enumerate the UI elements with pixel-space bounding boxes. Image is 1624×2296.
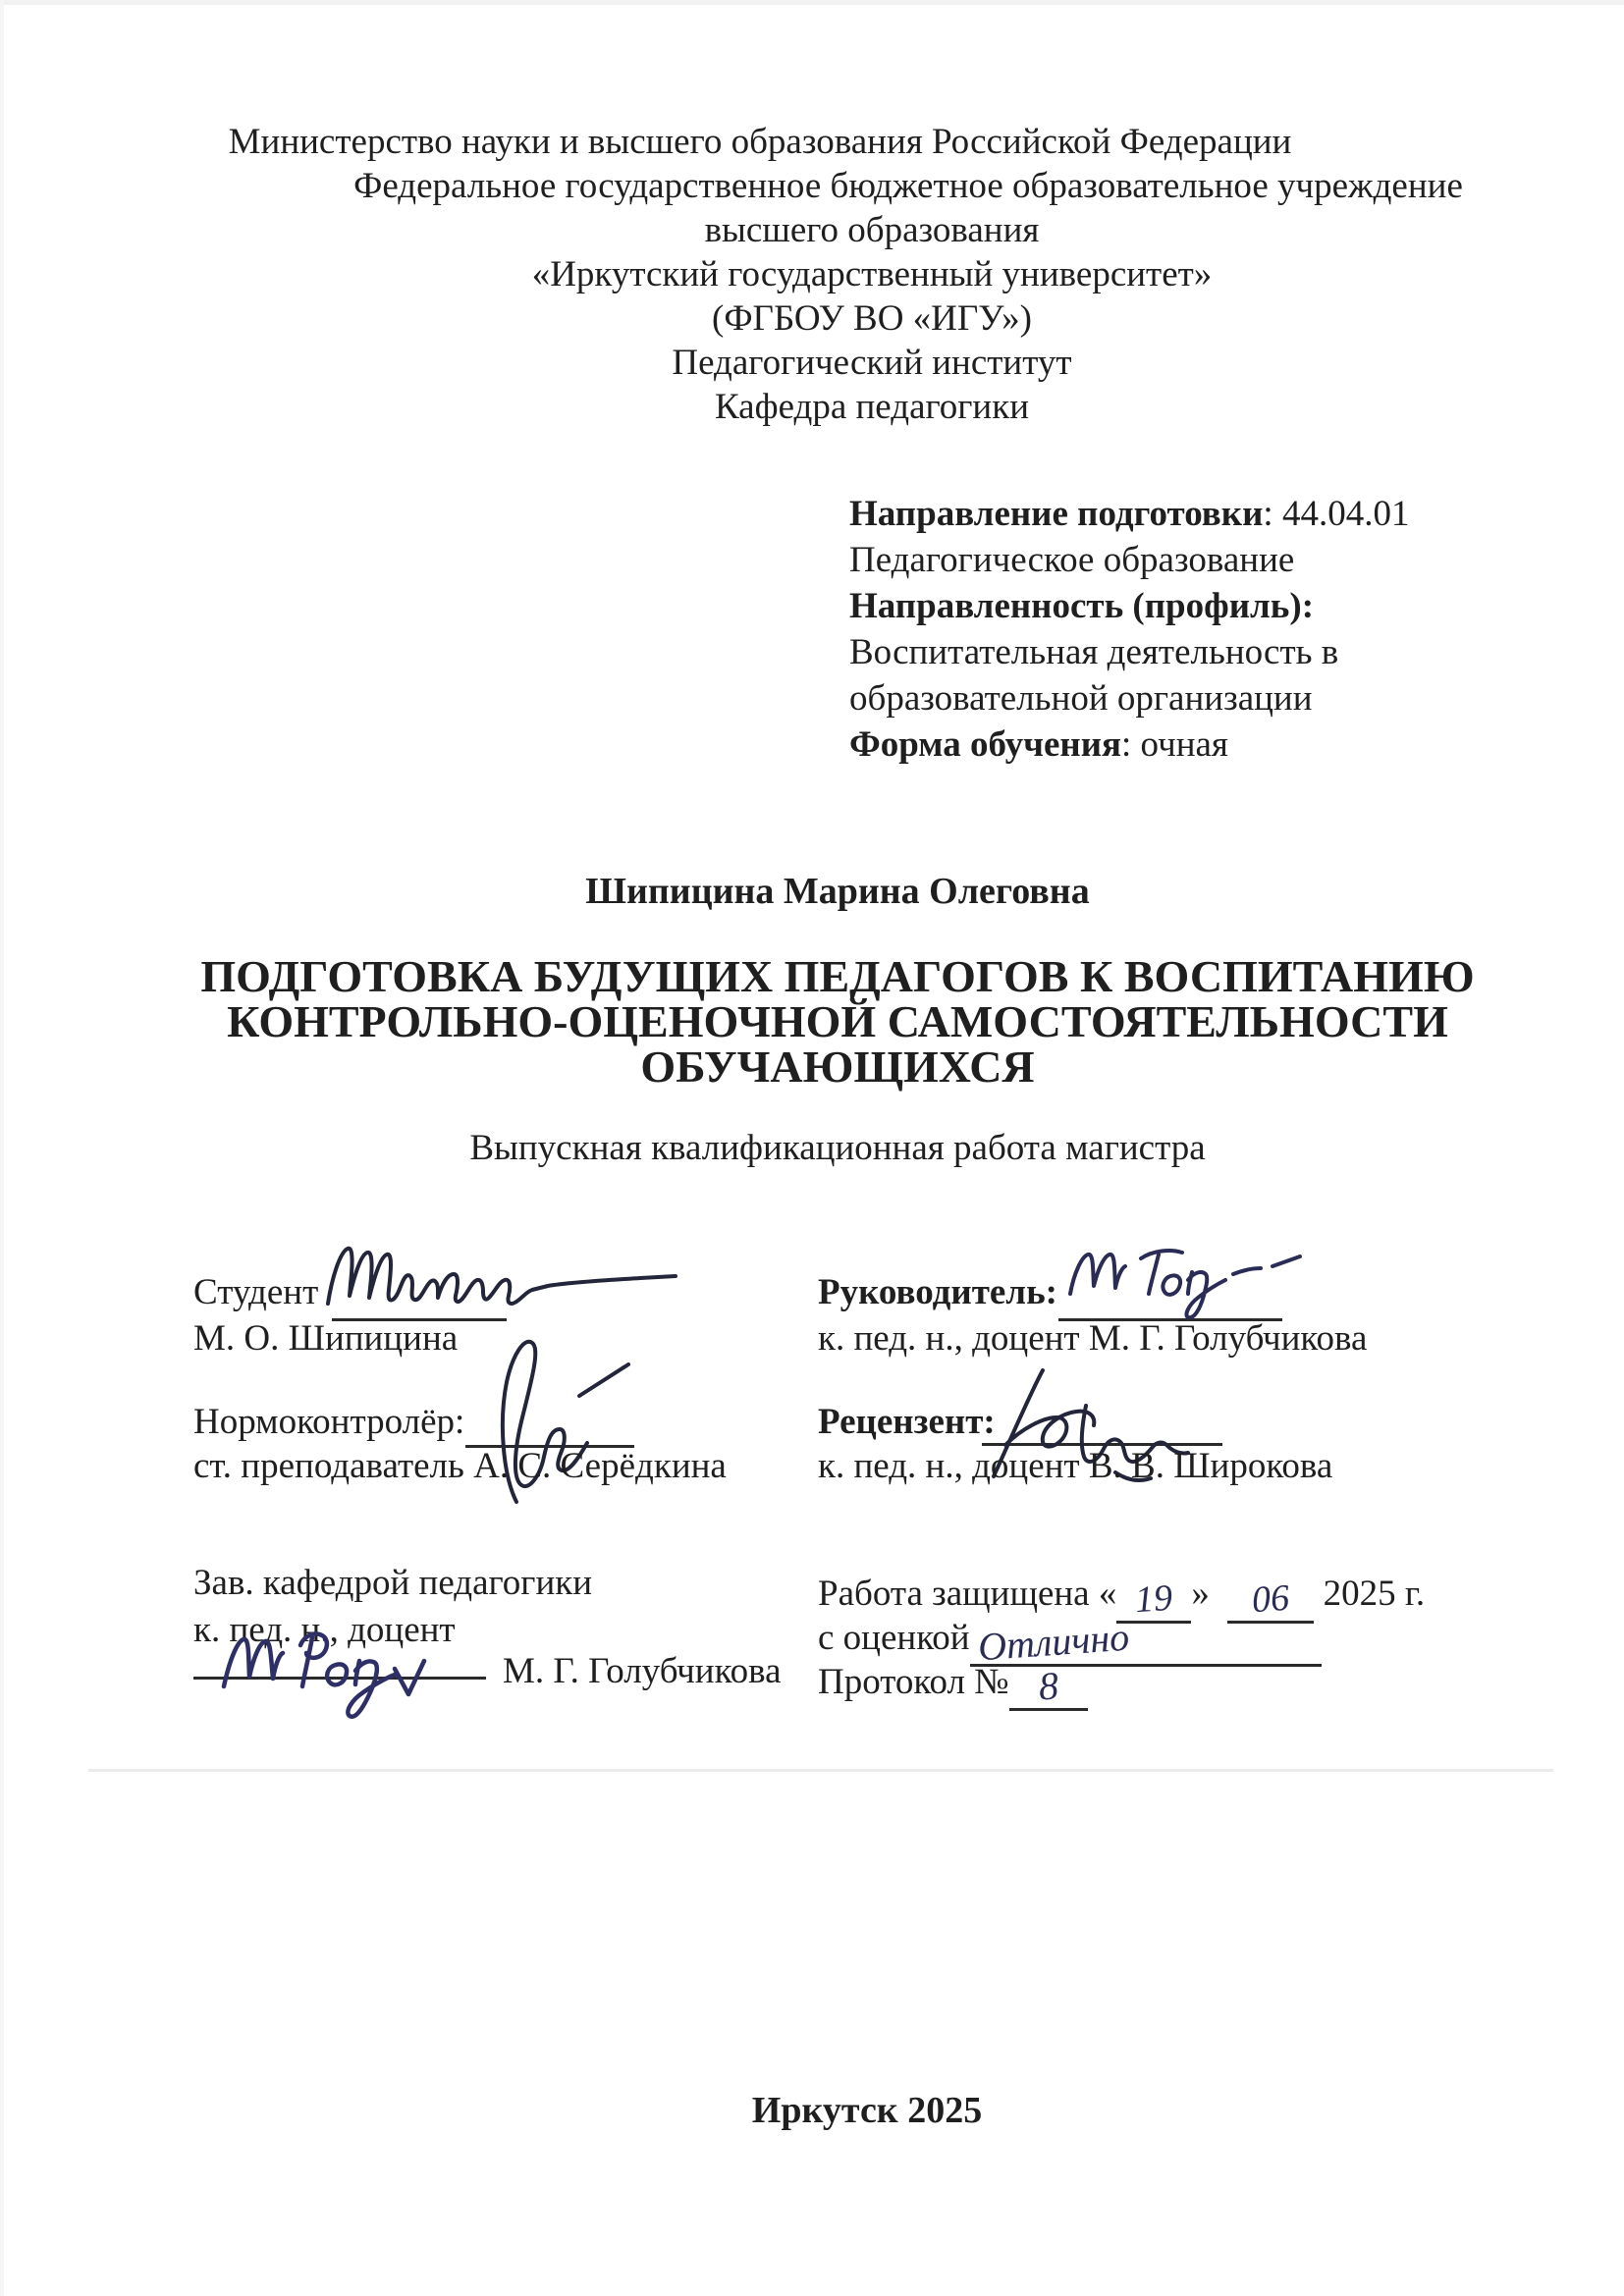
- protocol-line: [1009, 1665, 1088, 1711]
- grade-label: с оценкой: [818, 1618, 970, 1658]
- protocol-number-handwritten: 8: [1036, 1663, 1060, 1709]
- head-dept-line1: Зав. кафедрой педагогики: [193, 1563, 593, 1603]
- institution-header: [80, 120, 1624, 429]
- faint-divider-line: [88, 1769, 1553, 1772]
- header-department: Кафедра педагогики: [714, 387, 1029, 427]
- program-direction-name: Педагогическое образование: [849, 540, 1295, 580]
- head-dept-line2: к. пед. н., доцент: [193, 1610, 456, 1650]
- supervisor-signature: [1060, 1229, 1316, 1327]
- student-label: Студент: [193, 1272, 319, 1312]
- profile-value-line1: Воспитательная деятельность в: [849, 632, 1339, 672]
- protocol-label: Протокол №: [818, 1662, 1009, 1702]
- normcontrol-signature: [454, 1327, 679, 1519]
- program-direction-line: [849, 491, 1409, 537]
- thesis-title: [45, 951, 1624, 1092]
- profile-label: Направленность (профиль):: [849, 586, 1315, 626]
- header-education-level: высшего образования: [704, 210, 1040, 250]
- thesis-title-line2: КОНТРОЛЬНО-ОЦЕНОЧНОЙ САМОСТОЯТЕЛЬНОСТИ: [227, 996, 1448, 1046]
- grade-handwritten: Отлично: [976, 1614, 1131, 1670]
- supervisor-name: к. пед. н., доцент М. Г. Голубчикова: [818, 1318, 1368, 1359]
- defense-year: 2025 г.: [1323, 1574, 1426, 1614]
- student-name: М. О. Шипицина: [193, 1318, 459, 1359]
- scan-artifact-left-edge: [0, 0, 4, 2296]
- profile-value-line2: образовательной организации: [849, 678, 1313, 719]
- city-year: Иркутск 2025: [751, 2090, 983, 2131]
- author-name: Шипицина Марина Олеговна: [585, 871, 1090, 912]
- reviewer-name: к. пед. н., доцент В. В. Широкова: [818, 1446, 1333, 1486]
- program-form-line: [849, 721, 1409, 768]
- header-institute: Педагогический институт: [672, 343, 1072, 383]
- normcontrol-label: Нормоконтролёр:: [193, 1402, 465, 1442]
- normcontrol-name: ст. преподаватель А. С. Серёдкина: [193, 1446, 727, 1486]
- header-university-abbr: (ФГБОУ ВО «ИГУ»): [712, 298, 1032, 339]
- student-signature: [316, 1227, 699, 1325]
- direction-value: : 44.04.01: [1263, 494, 1410, 534]
- form-label: Форма обучения: [849, 724, 1122, 765]
- work-type-subtitle: Выпускная квалификационная работа магистра: [469, 1128, 1206, 1168]
- header-institution-type: Федеральное государственное бюджетное образовательное учреждение: [353, 166, 1463, 206]
- thesis-title-line1: ПОДГОТОВКА БУДУЩИХ ПЕДАГОГОВ К ВОСПИТАНИЮ: [200, 951, 1475, 1001]
- program-info-block: [849, 491, 1409, 768]
- defense-day-handwritten: 19: [1133, 1576, 1174, 1622]
- form-value: : очная: [1121, 724, 1228, 765]
- protocol-row: [818, 1660, 1088, 1711]
- header-university-name: «Иркутский государственный университет»: [531, 254, 1213, 294]
- defense-month-handwritten: 06: [1250, 1576, 1291, 1622]
- scan-artifact-top-edge: [0, 0, 1624, 5]
- thesis-title-line3: ОБУЧАЮЩИХСЯ: [640, 1041, 1035, 1092]
- defense-prefix: Работа защищена «: [818, 1574, 1117, 1614]
- head-dept-signature: [216, 1610, 501, 1728]
- header-ministry: Министерство науки и высшего образования Российской Федерации: [228, 122, 1292, 162]
- head-dept-name: М. Г. Голубчикова: [503, 1651, 782, 1691]
- supervisor-label: Руководитель:: [818, 1272, 1057, 1312]
- defense-close-quote: »: [1191, 1574, 1210, 1614]
- direction-label: Направление подготовки: [849, 494, 1264, 534]
- reviewer-label: Рецензент:: [818, 1402, 996, 1442]
